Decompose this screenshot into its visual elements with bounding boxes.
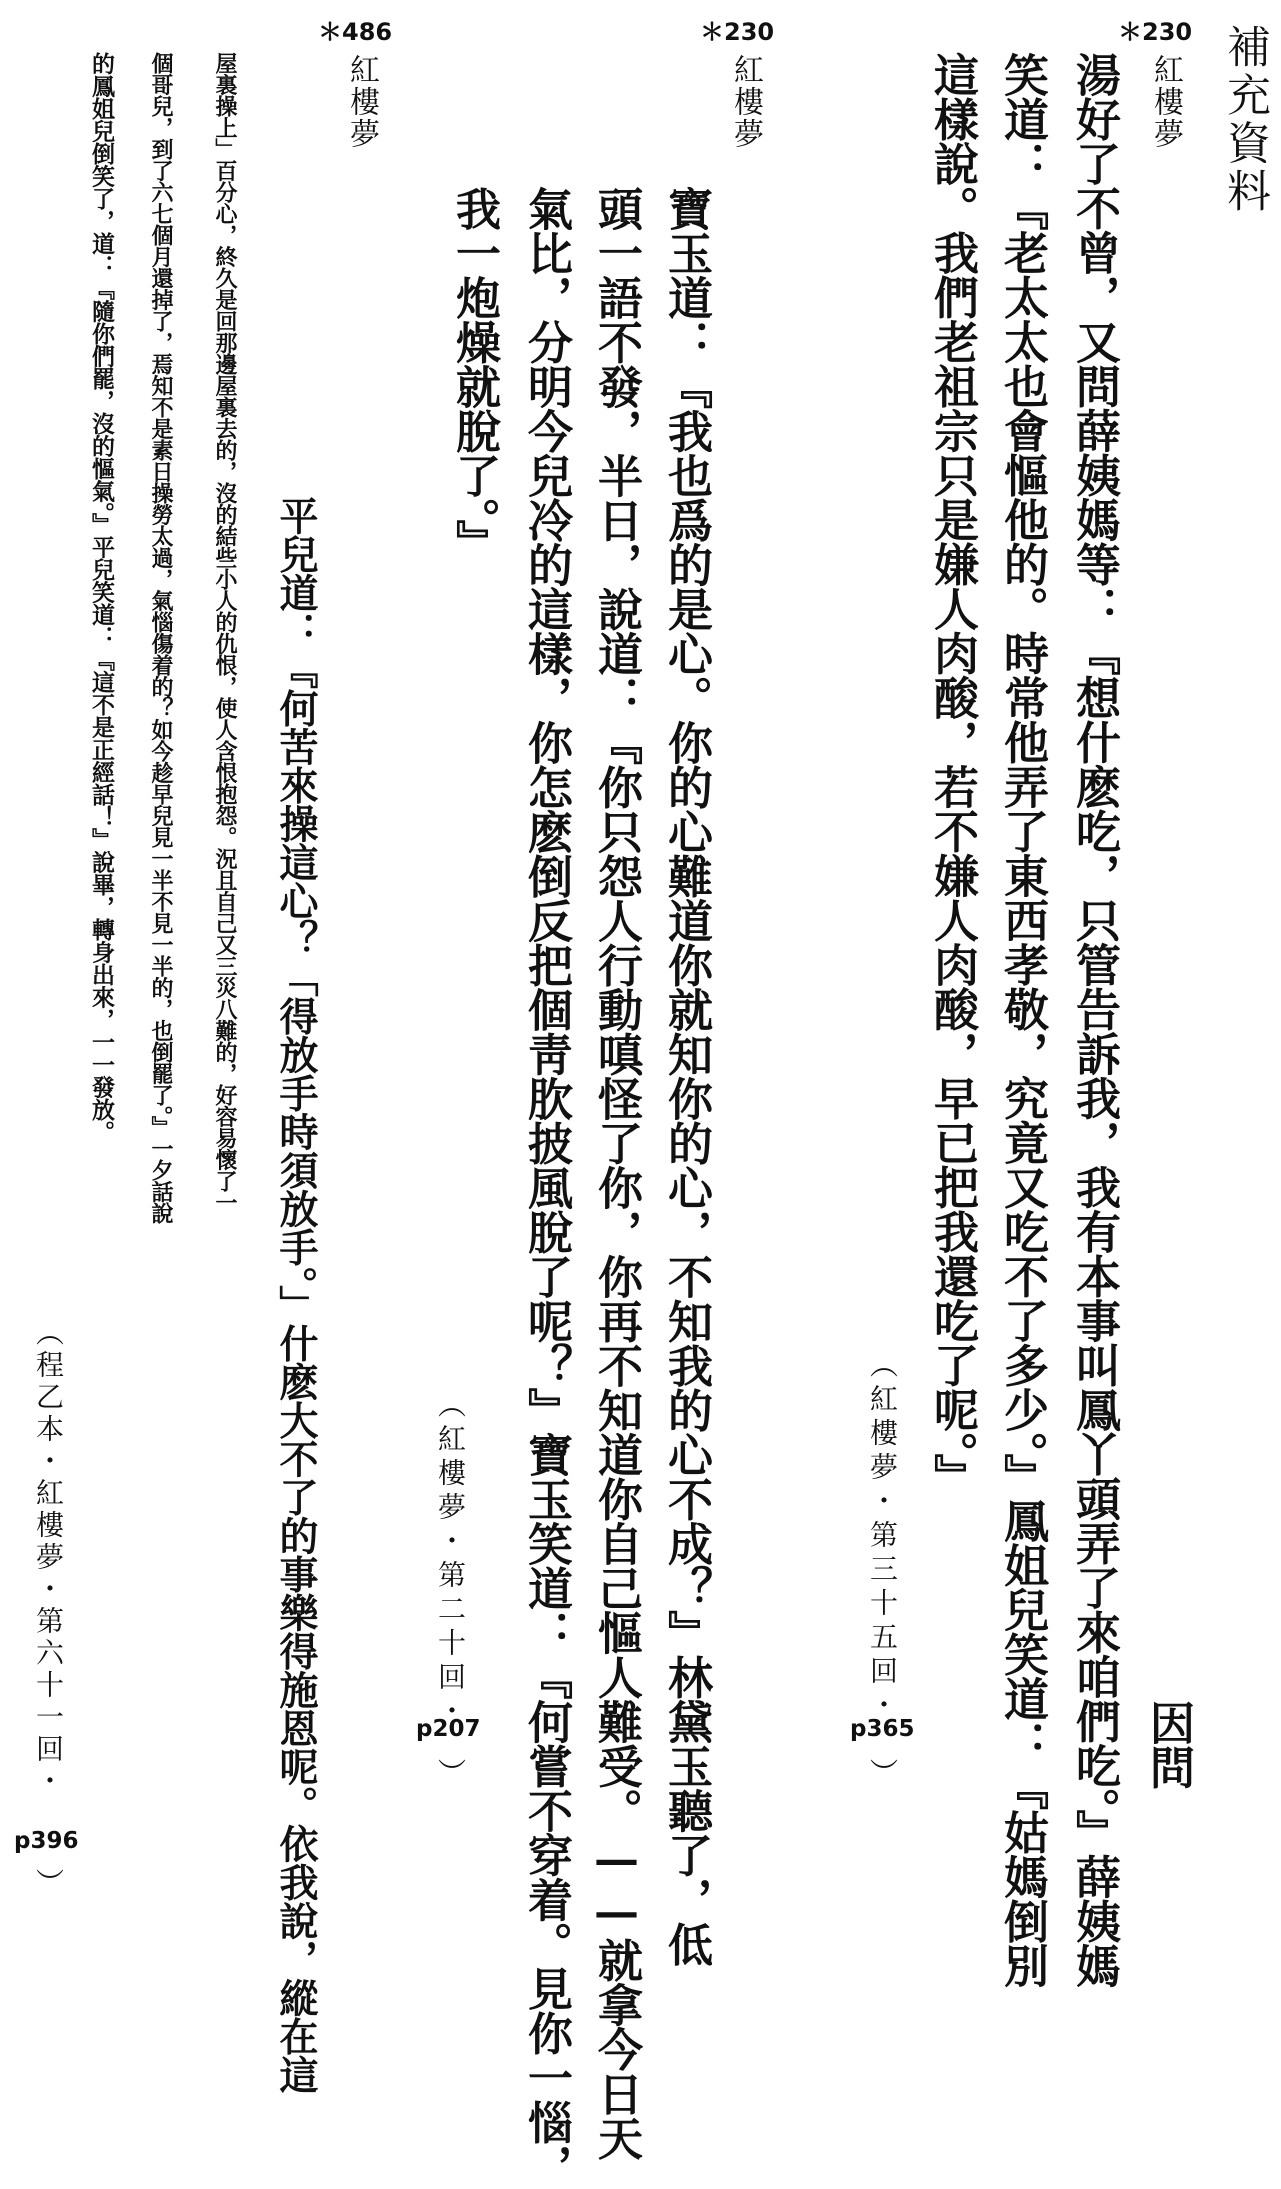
entry-2-marker: ＊230 bbox=[700, 18, 775, 46]
entry-3-page: p396 bbox=[14, 1828, 79, 1854]
entry-1-book: 紅樓夢 bbox=[1148, 54, 1183, 150]
entry-2-citation: （紅樓夢・第二十回・ bbox=[434, 1390, 467, 1730]
entry-2-line-4: 我一炮燥就脫了。』 bbox=[448, 186, 501, 564]
entry-2-line-1: 寶玉道：『我也爲的是心。你的心難道你就知你的心，不知我的心不成？』林黛玉聽了，低 bbox=[660, 186, 713, 1966]
entry-2-book: 紅樓夢 bbox=[728, 54, 763, 150]
entry-3-line-1: 平兒道：『何苦來操這心？「得放手時須放手。」什麽大不了的事樂得施恩呢。依我說，縱在這 bbox=[273, 496, 319, 2094]
entry-1-line-1: 湯好了不曾，又問薛姨媽等：『想什麽吃，只管告訴我，我有本事叫鳳丫頭弄了來咱們吃。』薛姨媽 bbox=[1068, 52, 1121, 1988]
entry-1-citation-close: ） bbox=[866, 1758, 899, 1792]
entry-2-line-2: 頭一語不發，半日，說道：『你只怨人行動嗔怪了你，你再不知道你自己慪人難受。——就拿今日天 bbox=[590, 186, 643, 2160]
entry-1-page: p365 bbox=[850, 1716, 915, 1742]
entry-1-line-3: 這樣說。我們老祖宗只是嫌人肉酸，若不嫌人肉酸，早已把我還吃了呢。』 bbox=[926, 52, 979, 1498]
entry-3-book: 紅樓夢 bbox=[344, 54, 379, 150]
entry-3-line-3: 個哥兒，到了六七個月還掉了，焉知不是素日操勞太過，氣惱傷着的？如今趁早兒見一半不見一半的，也倒罷了。』一夕話說 bbox=[148, 52, 174, 1224]
section-title: 補充資料 bbox=[1219, 24, 1270, 216]
entry-1-prefix: 因問 bbox=[1142, 1700, 1195, 1789]
entry-2-citation-close: ） bbox=[434, 1758, 467, 1792]
entry-3-line-2: 屋裏操上」百分心，終久是回那邊屋裏去的，沒的結些小人的仇恨，使人含恨抱怨。況且自己又三災八難的，好容易懷了一 bbox=[212, 52, 238, 1213]
entry-1-line-2: 笑道：『老太太也會慪他的。時常他弄了東西孝敬，究竟又吃不了多少。』鳳姐兒笑道：『姑媽倒別 bbox=[996, 52, 1049, 1988]
entry-3-citation-close: ） bbox=[32, 1868, 65, 1902]
entry-3-marker: ＊486 bbox=[318, 18, 393, 46]
entry-1-citation: （紅樓夢・第三十五回・ bbox=[866, 1350, 899, 1724]
entry-1-marker: ＊230 bbox=[1118, 18, 1193, 46]
entry-3-line-4: 的鳳姐兒倒笑了，道：『隨你們罷，沒的慪氣。』平兒笑道：『這不是正經話！』說畢，轉身出來，一一發放。 bbox=[88, 52, 115, 1143]
entry-3-citation: （程乙本・紅樓夢・第六十一回・ bbox=[32, 1318, 65, 1798]
entry-2-line-3: 氣比，分明今兒冷的這樣，你怎麽倒反把個靑肷披風脫了呢？』寶玉笑道：『何嘗不穿着。見你一惱， bbox=[520, 186, 573, 2189]
entry-2-page: p207 bbox=[416, 1716, 481, 1742]
